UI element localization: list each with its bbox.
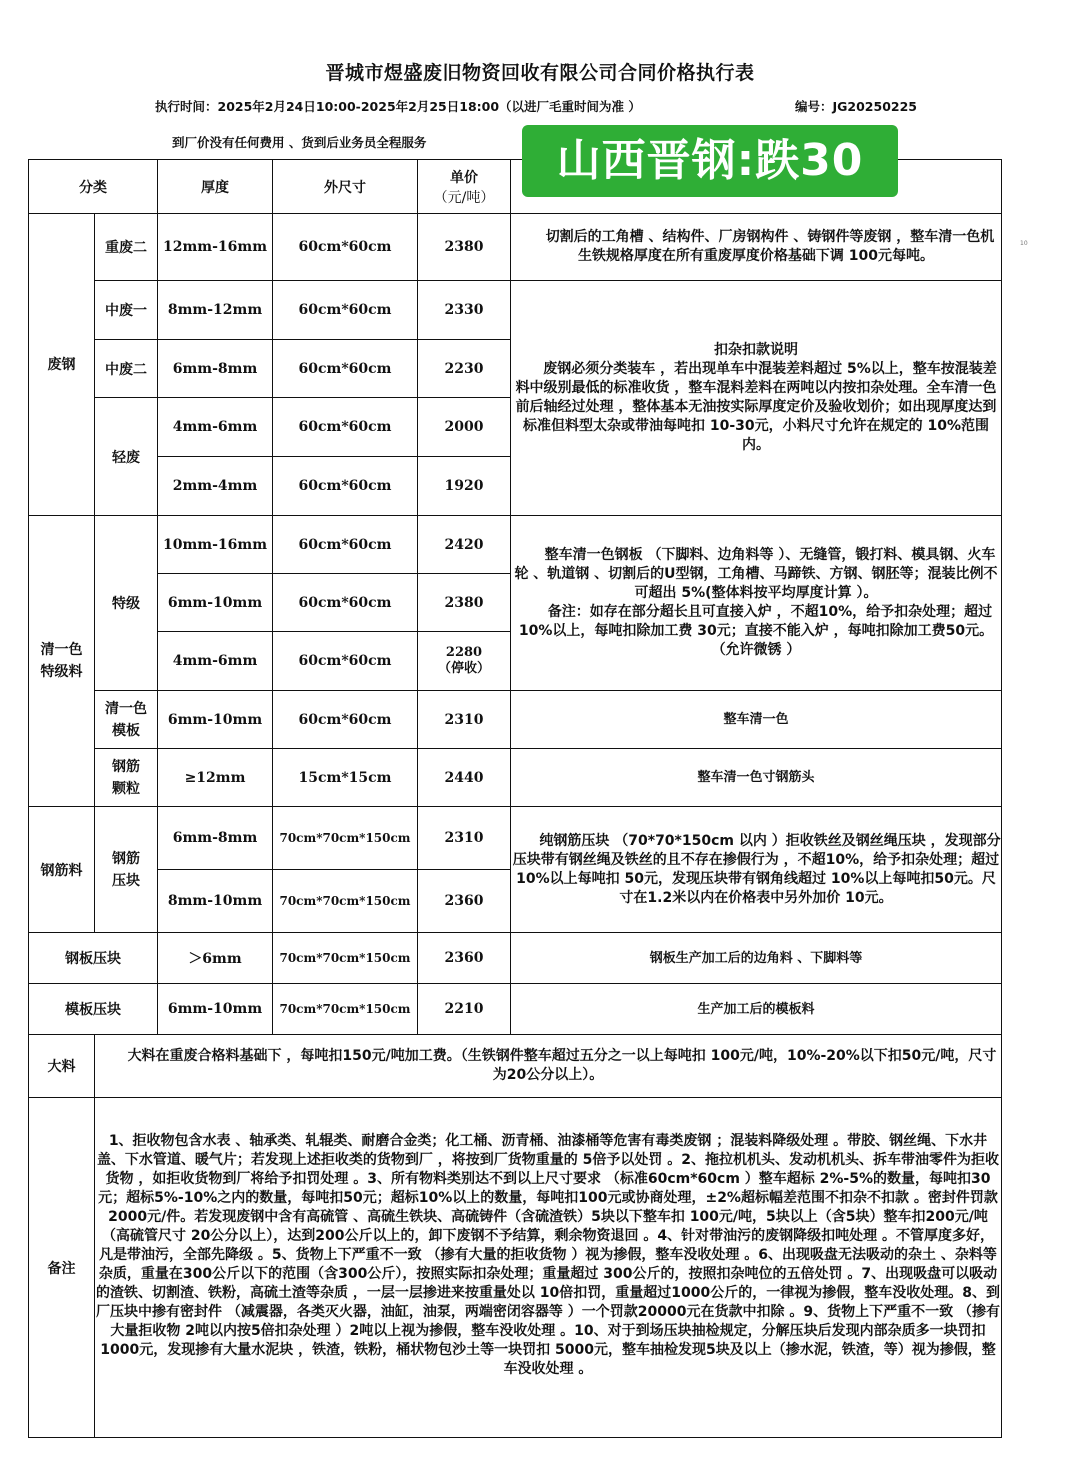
price-change-badge: 山西晋钢:跌30 [522,125,898,197]
size-cell: 60cm*60cm [273,281,418,340]
table-row-large [29,1035,1002,1098]
note-plate-block: 钢板生产加工后的边角料 、下脚料等 [511,933,1002,984]
price-cell: 2310 [418,691,511,749]
price-cell: 2330 [418,281,511,340]
note-mold-block: 生产加工后的模板料 [511,984,1002,1035]
table-row [29,691,1002,749]
table-row [29,516,1002,574]
price-table [28,159,1002,1438]
price-cell: 2360 [418,933,511,984]
header-price-label: 单价 [450,169,478,186]
header-size: 外尺寸 [273,160,418,214]
thickness-cell: 2mm-4mm [158,457,273,516]
thickness-cell: 4mm-6mm [158,632,273,691]
note-deduction [511,281,1002,516]
size-cell: 60cm*60cm [273,214,418,281]
size-cell: 60cm*60cm [273,398,418,457]
size-cell: 15cm*15cm [273,749,418,807]
table-row [29,281,1002,340]
deduction-title: 扣杂扣款说明 [714,342,798,358]
table-row-remarks [29,1098,1002,1438]
note-large: 大料在重废合格料基础下 ，每吨扣150元/吨加工费。（生铁钢件整车超过五分之一以上每吨扣 100元/吨，10%-20%以下扣50元/吨，尺寸为20公分以上）。 [95,1035,1002,1098]
size-cell: 70cm*70cm*150cm [273,933,418,984]
group-rebar: 钢筋料 [29,807,95,933]
document-code: 编号：JG20250225 [795,99,917,114]
size-cell: 60cm*60cm [273,632,418,691]
price-cell [418,632,511,691]
price-cell: 2420 [418,516,511,574]
price-cell: 2440 [418,749,511,807]
thickness-cell: 6mm-10mm [158,691,273,749]
thickness-cell: 8mm-10mm [158,870,273,933]
sub-category: 钢筋压块 [95,807,158,933]
size-cell: 60cm*60cm [273,516,418,574]
table-row [29,984,1002,1035]
thickness-cell: 6mm-10mm [158,984,273,1035]
price-cell: 2380 [418,214,511,281]
table-row [29,807,1002,870]
price-status: （停收） [437,661,490,676]
table-row [29,933,1002,984]
size-cell: 60cm*60cm [273,340,418,398]
note-premium: 整车清一色钢板 （下脚料、边角料等 ）、无缝管，锻打料、模具钢、火车轮 、轨道钢 、切割后的U型钢，工角槽、马蹄铁、方钢、钢胚等；混装比例不可超出 5%(整体料按平均厚度计算 ）。 备注：如存在部分超长且可直接入炉 ，不超10%，给予扣杂处理；超过10%以上，每吨扣除加工费 30元；直接不能入炉 ，每吨扣除加工费50元。（允许微锈 ） [511,516,1002,691]
price-cell: 2230 [418,340,511,398]
note-granule: 整车清一色寸钢筋头 [511,749,1002,807]
thickness-cell: 6mm-8mm [158,807,273,870]
header-thickness: 厚度 [158,160,273,214]
size-cell: 70cm*70cm*150cm [273,870,418,933]
sub-category: 特级 [95,516,158,691]
size-cell: 70cm*70cm*150cm [273,984,418,1035]
note-rebar-block: 纯钢筋压块 （70*70*150cm 以内 ）拒收铁丝及钢丝绳压块 ，发现部分压块带有钢丝绳及铁丝的且不存在掺假行为 ，不超10%，给予扣杂处理；超过10%以上每吨扣 50元，发现压块带有钢角线超过 10%以上每吨扣50元。尺寸在1.2米以内在价格表中另外加价 10元。 [511,807,1002,933]
header-price-unit: （元/吨） [433,189,495,206]
table-row [29,214,1002,281]
thickness-cell: 6mm-10mm [158,574,273,632]
sub-category: 钢筋颗粒 [95,749,158,807]
price-cell: 1920 [418,457,511,516]
note-heavy: 切割后的工角槽 、结构件、厂房钢构件 、铸钢件等废钢 ，整车清一色机生铁规格厚度在所有重废厚度价格基础下调 100元每吨。 [511,214,1002,281]
stray-mark: 10 [1020,240,1028,247]
price-value: 2280 [445,645,483,660]
price-cell: 2360 [418,870,511,933]
size-cell: 60cm*60cm [273,457,418,516]
price-cell: 2380 [418,574,511,632]
thickness-cell: 4mm-6mm [158,398,273,457]
sub-category: 清一色模板 [95,691,158,749]
header-price [418,160,511,214]
group-plate-block: 钢板压块 [29,933,158,984]
group-scrap-steel: 废钢 [29,214,95,516]
group-mold-block: 模板压块 [29,984,158,1035]
size-cell: 60cm*60cm [273,574,418,632]
header-category: 分类 [29,160,158,214]
group-large: 大料 [29,1035,95,1098]
note-mold: 整车清一色 [511,691,1002,749]
table-row [29,749,1002,807]
note-remarks: 1、拒收物包含水表 、轴承类、轧辊类、耐磨合金类；化工桶、沥青桶、油漆桶等危害有毒类废钢 ；混装料降级处理 。带胶、钢丝绳、下水井盖、下水管道、暖气片；若发现上述拒收类的货物到厂 ，将按到厂货物重量的 5倍予以处罚 。2、拖拉机机头、发动机机头、拆车带油零件为拒收货物 ，如拒收货物到厂将给予扣罚处理 。3、所有物料类别达不到以上尺寸要求 （标准60cm*60cm ）整车超标 2%-5%的数量，每吨扣30元；超标5%-10%之内的数量，每吨扣50元；超标10%以上的数量，每吨扣100元或协商处理，±2%超标幅差范围不扣杂不扣款 。密封件罚款 2000元/件。若发现废钢中含有高硫管 、高硫生铁块、高硫铸件（含硫渣铁）5块以下整车扣 100元/吨，5块以上（含5块）整车扣200元/吨（高硫管尺寸 20公分以上），达到200公斤以上的，卸下废钢不予结算，剩余物资退回 。4、针对带油污的废钢降级扣吨处理 。不管厚度多好，凡是带油污，全部先降级 。5、货物上下严重不一致 （掺有大量的拒收货物 ）视为掺假，整车没收处理 。6、出现吸盘无法吸动的杂土 、杂料等杂质，重量在300公斤以下的范围（含300公斤），按照实际扣杂处理；重量超过 300公斤的，按照扣杂吨位的五倍处罚 。7、出现吸盘可以吸动的渣铁、切割渣、铁粉，高硫土渣等杂质 ，一层一层掺进来按重量处以 10倍扣罚，重量超过1000公斤的，一律视为掺假，整车没收处理。8、到厂压块中掺有密封件 （减震器，各类灭火器，油缸，油泵，两端密闭容器等 ）一个罚款20000元在货款中扣除 。9、货物上下严重不一致 （掺有大量拒收物 2吨以内按5倍扣杂处理 ）2吨以上视为掺假，整车没收处理 。10、对于到场压块抽检规定，分解压块后发现内部杂质多一块罚扣 1000元，发现掺有大量水泥块 ，铁渣，铁粉，桶状物包沙土等一块罚扣 5000元，整车抽检发现5块及以上（掺水泥，铁渣，等）视为掺假，整车没收处理 。 [95,1098,1002,1438]
page-title: 晋城市煜盛废旧物资回收有限公司合同价格执行表 [325,62,755,84]
thickness-cell: 6mm-8mm [158,340,273,398]
thickness-cell: 10mm-16mm [158,516,273,574]
sub-category: 轻废 [95,398,158,516]
service-note: 到厂价没有任何费用 、货到后业务员全程服务 [172,135,427,150]
thickness-cell: ＞6mm [158,933,273,984]
deduction-text: 废钢必须分类装车 ，若出现单车中混装差料超过 5%以上，整车按混装差料中级别最低的标准收货 ，整车混料差料在两吨以内按扣杂处理。全车清一色前后轴经过处理 ，整体基本无油按实际厚度定价及验收划价；如出现厚度达到标准但料型太杂或带油每吨扣 10-30元，小料尺寸允许在规定的 10%范围内。 [515,361,997,453]
group-premium: 清一色特级料 [29,516,95,807]
thickness-cell: 8mm-12mm [158,281,273,340]
thickness-cell: ≥12mm [158,749,273,807]
sub-category: 重废二 [95,214,158,281]
price-cell: 2310 [418,807,511,870]
price-cell: 2210 [418,984,511,1035]
execution-time: 执行时间：2025年2月24日10:00-2025年2月25日18:00（以进厂毛重时间为准 ） [155,99,641,114]
price-cell: 2000 [418,398,511,457]
size-cell: 60cm*60cm [273,691,418,749]
group-remarks: 备注 [29,1098,95,1438]
thickness-cell: 12mm-16mm [158,214,273,281]
sub-category: 中废二 [95,340,158,398]
size-cell: 70cm*70cm*150cm [273,807,418,870]
sub-category: 中废一 [95,281,158,340]
